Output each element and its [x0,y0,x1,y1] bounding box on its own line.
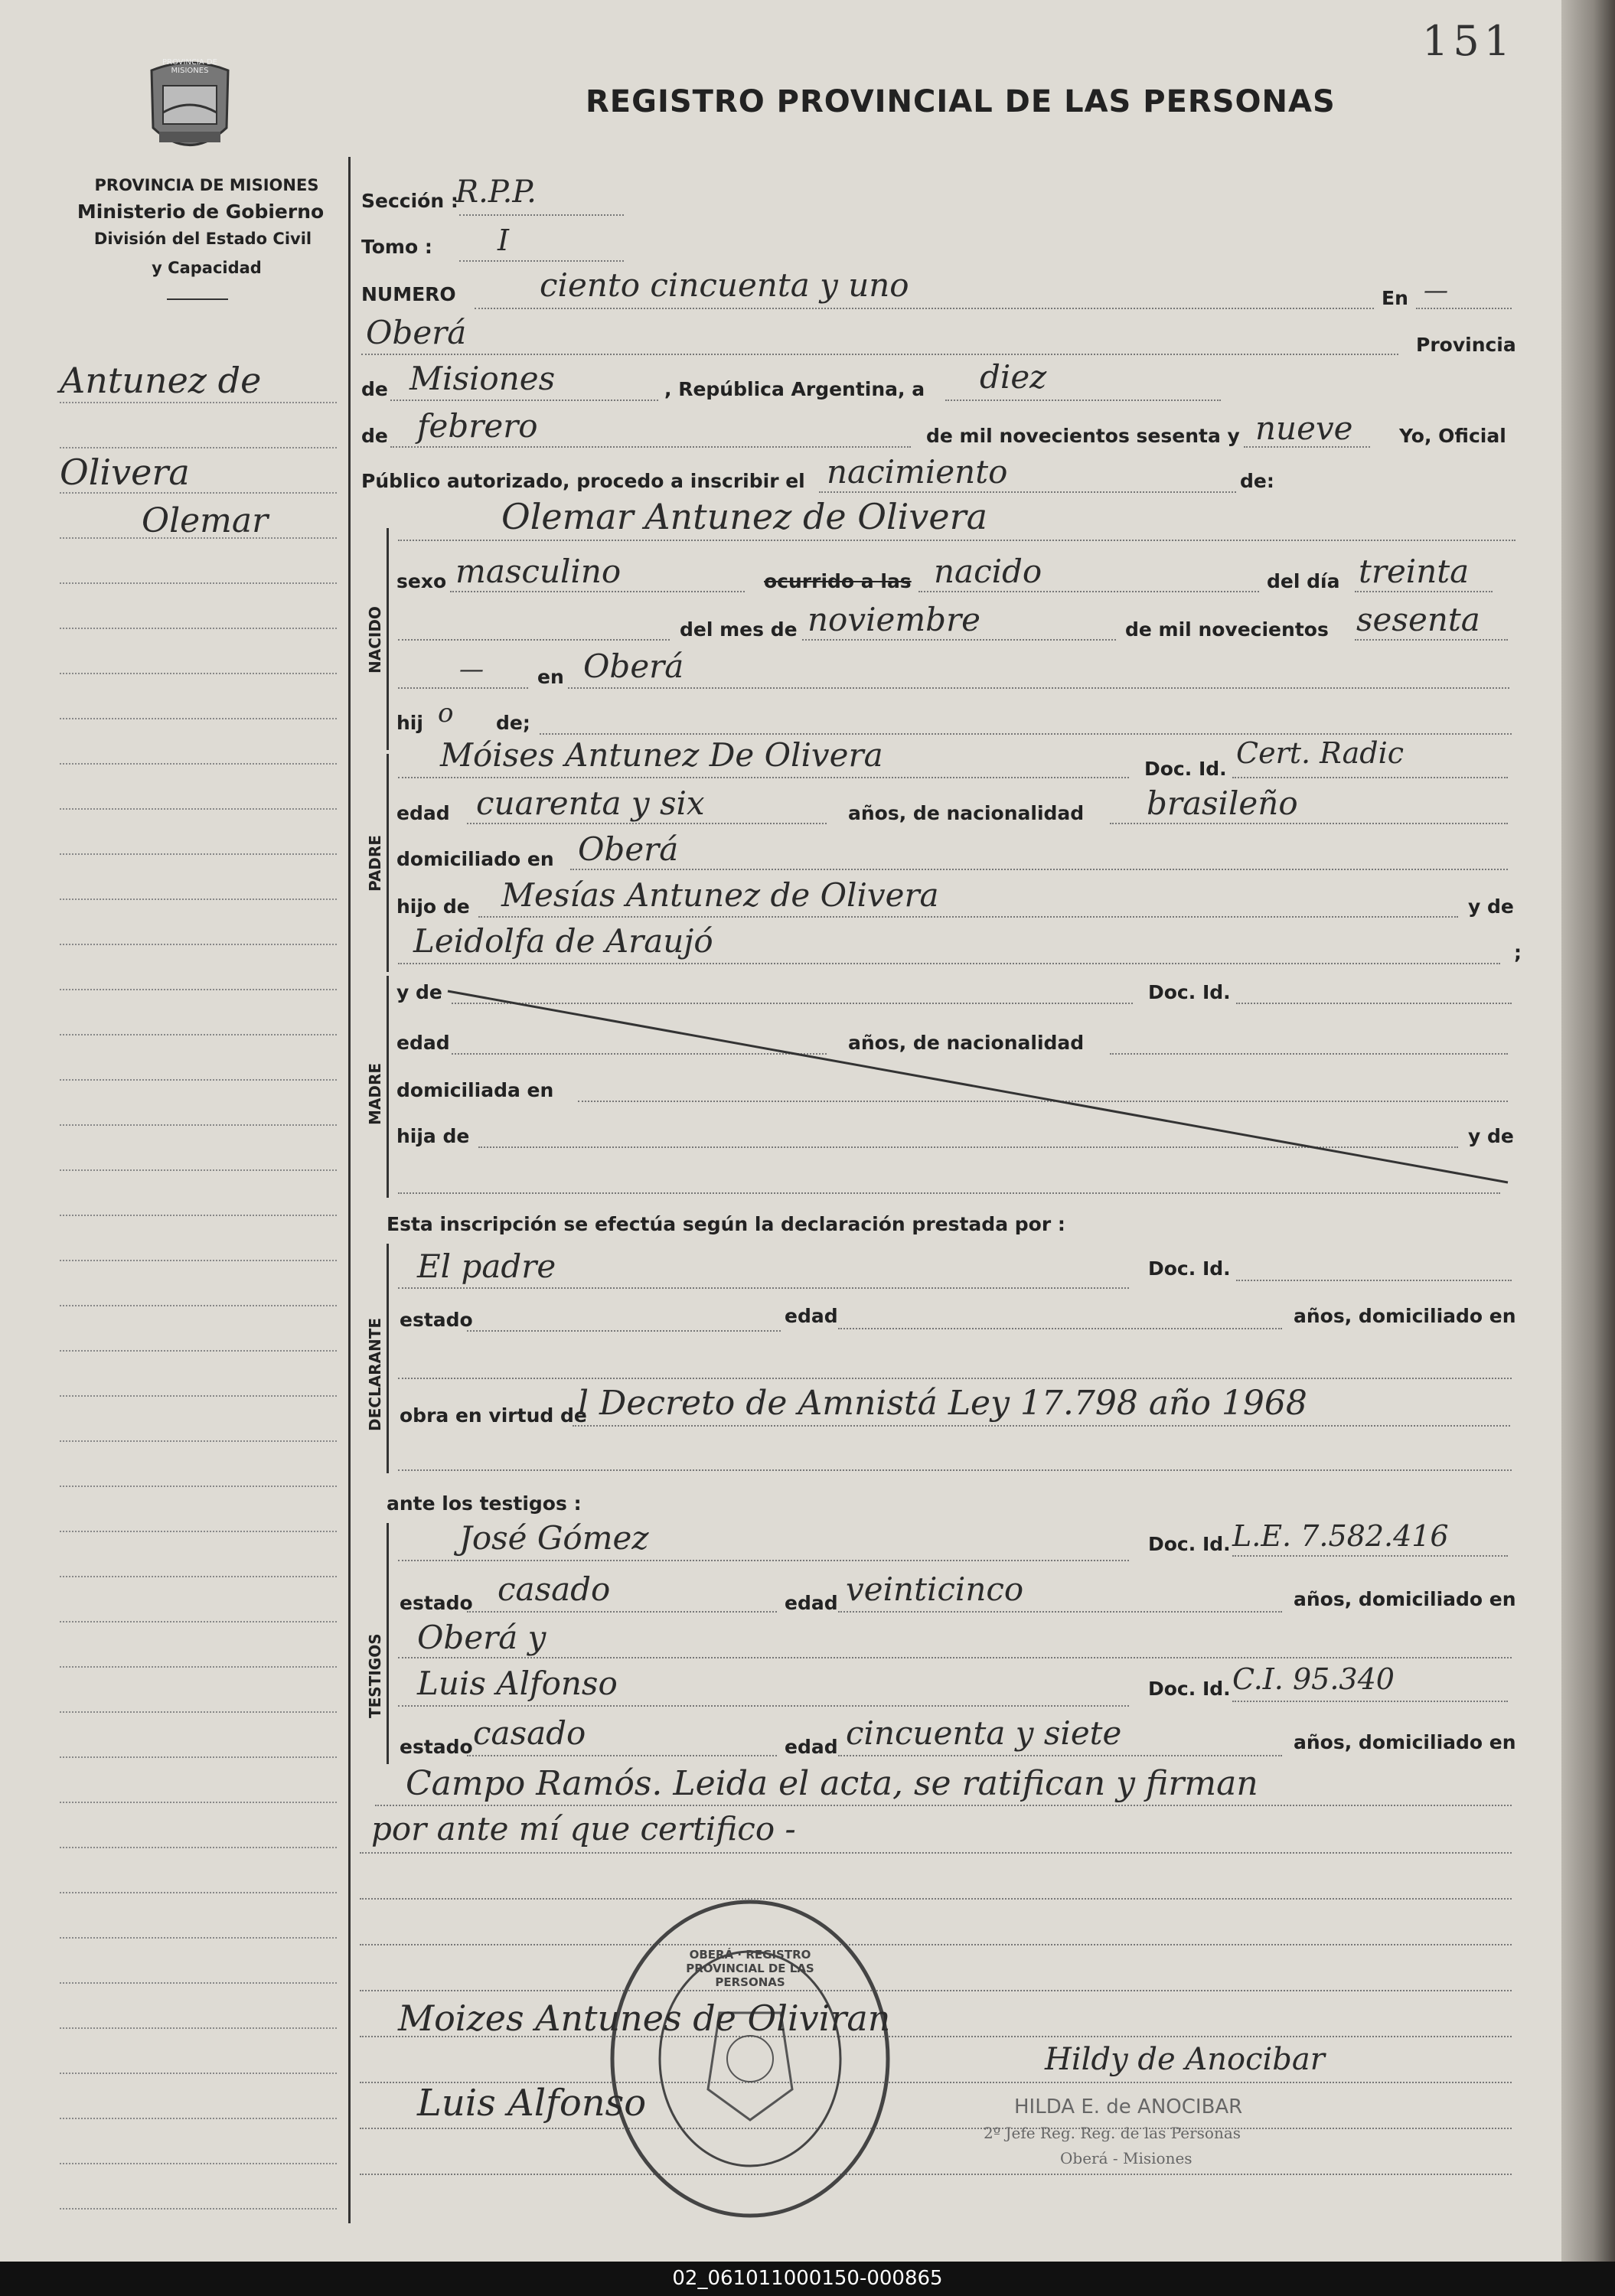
margin-ruled-line [60,582,337,584]
declarante-domicilio-label: años, domiciliado en [1294,1305,1516,1327]
madre-domicilio-label: domiciliada en [396,1079,554,1101]
republica-label: , República Argentina, a [664,378,925,400]
testigo2-edad: cincuenta y siete [846,1714,1122,1752]
anio-label: de mil novecientos sesenta y [926,425,1240,447]
padre-doc-label: Doc. Id. [1144,758,1227,780]
bottom-ruled-line [360,1944,1512,1945]
hijo-label: hij [396,712,423,734]
testigo2-estado-label: estado [400,1736,473,1758]
testigos-label: TESTIGOS [366,1633,384,1718]
testigo2-doc: C.I. 95.340 [1232,1662,1395,1696]
signature-1: Moizes Antunes de Oliviran [398,1998,891,2039]
main-vertical-rule [348,157,351,2223]
declarante-label: DECLARANTE [366,1317,384,1431]
testigo2-estado: casado [473,1714,586,1752]
testigo1-doc-label: Doc. Id. [1148,1533,1231,1555]
anio-label-nacido: de mil novecientos [1125,618,1329,641]
margin-ruled-line [60,402,337,403]
officer-name: HILDA E. de ANOCIBAR [1014,2095,1243,2118]
official-stamp [605,1898,896,2219]
testigo1-nombre: José Gómez [459,1519,649,1557]
testigo1-domicilio-label: años, domiciliado en [1294,1588,1516,1610]
margin-ruled-line [60,1802,337,1803]
declarante-edad-label: edad [785,1305,838,1327]
page-number: 151 [1422,17,1515,65]
en-value: — [1424,276,1448,305]
lugar-value: Oberá [583,647,684,685]
testigo2-domicilio: Campo Ramós. Leida el acta, se ratifican y firman [406,1764,1258,1803]
nacido-dash: — [459,654,484,683]
anio-value-nacido: sesenta [1356,601,1480,638]
publico-label: Público autorizado, procedo a inscribir el [361,470,805,492]
margin-ruled-line [60,853,337,855]
margin-ruled-line [60,673,337,674]
numero-value: ciento cincuenta y uno [540,266,909,304]
margin-ruled-line [60,1937,337,1939]
bottom-ruled-line [360,1990,1512,1991]
officer-place: Oberá - Misiones [1060,2149,1192,2167]
margin-ruled-line [60,537,337,539]
declarante-nombre: El padre [417,1247,556,1285]
capacity-label: y Capacidad [152,259,262,277]
testigo2-edad-label: edad [785,1736,838,1758]
margin-ruled-line [60,1711,337,1713]
ocurrido-label: ocurrido a las [764,570,912,592]
testigos-intro: ante los testigos : [387,1492,582,1515]
margin-ruled-line [60,1350,337,1352]
testigo1-edad-label: edad [785,1592,838,1614]
bottom-ruled-line [360,2174,1512,2175]
margin-ruled-line [60,2073,337,2074]
sexo-label: sexo [396,570,447,592]
madre-y-de-label: y de [396,981,442,1003]
margin-ruled-line [60,763,337,765]
margin-ruled-line [60,989,337,990]
margin-ruled-line [60,1531,337,1532]
padre-madre-de: Leidolfa de Araujó [413,922,713,960]
margin-name-2: Olivera [60,452,190,493]
de-label: de [361,378,388,400]
padre-nombre: Móises Antunez De Olivera [440,736,883,774]
margin-ruled-line [60,1169,337,1171]
padre-nac-value: brasileño [1147,784,1298,822]
testigo1-domicilio: Oberá y [417,1619,546,1656]
book-spine-edge [1561,0,1615,2262]
madre-label: MADRE [366,1062,384,1125]
madre-nac-label: años, de nacionalidad [848,1032,1085,1054]
margin-ruled-line [60,1847,337,1848]
obra-value: l Decreto de Amnistá Ley 17.798 año 1968 [578,1384,1307,1423]
margin-ruled-line [60,1034,337,1035]
hijo-suffix: o [438,698,454,729]
mes-value: febrero [417,407,538,445]
province-label: PROVINCIA DE MISIONES [94,176,319,194]
margin-ruled-line [60,1621,337,1623]
signature-2: Hildy de Anocibar [1045,2042,1325,2077]
margin-ruled-line [60,1079,337,1081]
padre-doc-value: Cert. Radic [1236,736,1405,770]
margin-ruled-line [60,2118,337,2119]
provincia-label: Provincia [1416,334,1516,356]
en-label: En [1382,287,1408,309]
seccion-label: Sección : [361,190,458,212]
margin-ruled-line [60,1576,337,1577]
padre-hijo-de-label: hijo de [396,895,470,918]
tomo-value: I [498,223,510,257]
document-id-footer: 02_061011000150-000865 [0,2262,1615,2296]
numero-label: NUMERO [361,283,456,305]
margin-ruled-line [60,1666,337,1668]
margin-ruled-line [60,1260,337,1261]
madre-strikeout-line [444,987,1515,1186]
margin-ruled-line [60,899,337,900]
declarante-intro: Esta inscripción se efectúa según la declaración prestada por : [387,1213,1065,1235]
margin-ruled-line [60,1892,337,1893]
bottom-ruled-line [360,2128,1512,2129]
margin-ruled-line [60,628,337,629]
declarante-doc-label: Doc. Id. [1148,1257,1231,1280]
sexo-value: masculino [455,553,622,590]
margin-name-3: Olemar [142,501,269,540]
margin-ruled-line [60,2027,337,2029]
margin-ruled-line [60,492,337,494]
tomo-label: Tomo : [361,236,432,258]
de-label-2: de [361,425,388,447]
margin-ruled-line [60,944,337,945]
margin-ruled-line [60,1756,337,1758]
padre-edad-label: edad [396,802,450,824]
provincia-value: Misiones [409,360,556,397]
dia-value-nacido: treinta [1359,553,1470,590]
closing-text: por ante mí que certifico - [371,1810,796,1848]
de-label-3: de: [1240,470,1274,492]
acto-value: nacimiento [827,453,1008,491]
madre-hija-de-label: hija de [396,1125,470,1147]
margin-ruled-line [60,1440,337,1442]
bottom-ruled-line [360,1852,1512,1854]
testigo2-domicilio-label: años, domiciliado en [1294,1731,1516,1753]
padre-nac-label: años, de nacionalidad [848,802,1085,824]
dia-label: del día [1267,570,1340,592]
padre-edad-value: cuarenta y six [476,784,705,822]
margin-ruled-line [60,1395,337,1397]
margin-name-1: Antunez de [60,360,262,401]
madre-edad-label: edad [396,1032,450,1054]
bottom-ruled-line [360,1898,1512,1900]
padre-label: PADRE [366,835,384,892]
officer-title: 2º Jefe Reg. Reg. de las Personas [984,2124,1241,2142]
margin-ruled-line [60,1982,337,1984]
en-label-nacido: en [537,666,564,688]
mes-value-nacido: noviembre [808,601,980,638]
testigo1-doc: L.E. 7.582.416 [1232,1519,1449,1553]
margin-ruled-line [60,1486,337,1487]
testigo1-estado-label: estado [400,1592,473,1614]
dia-value: diez [980,358,1047,396]
testigo1-edad: veinticinco [846,1570,1024,1608]
header-divider [167,298,228,300]
nacido-label: NACIDO [366,606,384,673]
margin-ruled-line [60,447,337,448]
madre-y-de-label-2: y de [1468,1125,1514,1147]
margin-ruled-line [60,1124,337,1126]
hijo-de-label: de; [496,712,530,734]
margin-ruled-line [60,1215,337,1216]
testigo2-nombre: Luis Alfonso [417,1665,618,1702]
testigo2-doc-label: Doc. Id. [1148,1678,1231,1700]
padre-domicilio-value: Oberá [578,830,679,868]
anio-value: nueve [1255,409,1353,447]
margin-ruled-line [60,808,337,810]
obra-label: obra en virtud de [400,1404,587,1427]
nacido-value: nacido [934,553,1042,590]
division-label: División del Estado Civil [93,230,312,248]
signature-3: Luis Alfonso [417,2082,647,2125]
page-title: REGISTRO PROVINCIAL DE LAS PERSONAS [586,84,1336,119]
nacido-nombre: Olemar Antunez de Olivera [501,496,988,537]
margin-ruled-line [60,718,337,719]
ministry-label: Ministerio de Gobierno [77,201,325,223]
padre-semicolon: ; [1514,941,1522,964]
place-value: Oberá [366,314,467,351]
madre-doc-label: Doc. Id. [1148,981,1231,1003]
stamp-text: OBERÁ · REGISTRO PROVINCIAL DE LAS PERSONAS [686,1948,814,1989]
declarante-estado-label: estado [400,1309,473,1331]
padre-padre-de: Mesías Antunez de Olivera [501,876,939,914]
margin-ruled-line [60,2163,337,2164]
testigo1-estado: casado [498,1570,611,1608]
padre-y-de-label: y de [1468,895,1514,918]
padre-domicilio-label: domiciliado en [396,848,554,870]
mes-label: del mes de [680,618,798,641]
margin-ruled-line [60,1305,337,1306]
seccion-value: R.P.P. [455,174,537,210]
oficial-label: Yo, Oficial [1399,425,1506,447]
margin-ruled-line [60,2208,337,2210]
emblem-caption: PROVINCIA DE MISIONES [162,58,217,75]
